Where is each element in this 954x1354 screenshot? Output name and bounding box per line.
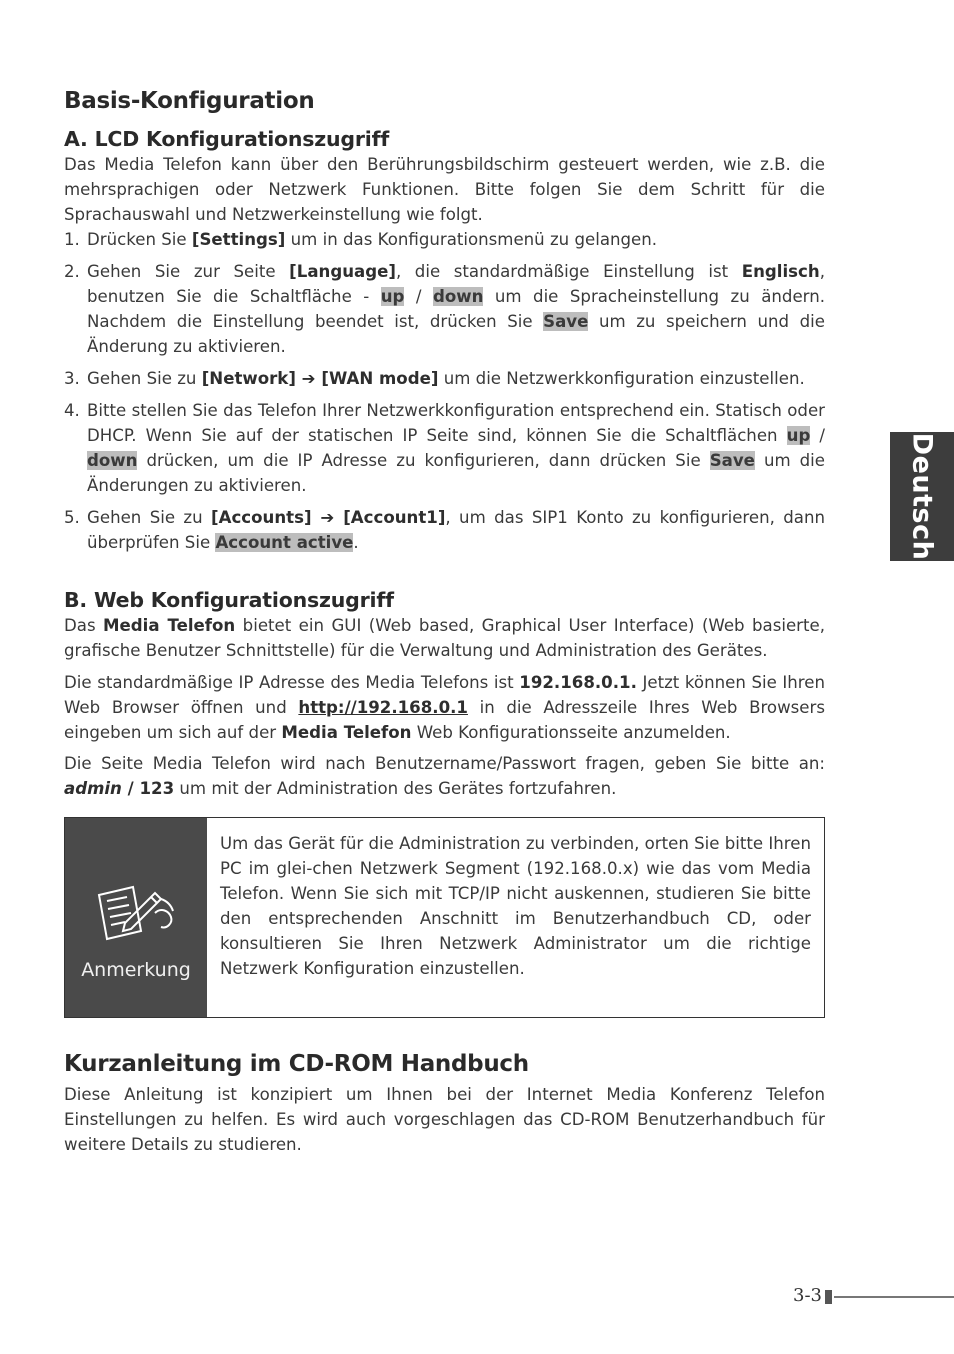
save-key-label: Save — [709, 451, 755, 470]
step-text: Gehen Sie zu [Network] ➔ [WAN mode] um die Netzwerkkonfiguration einzustellen. — [87, 369, 805, 388]
note-label: Anmerkung — [81, 958, 191, 981]
cdrom-heading: Kurzanleitung im CD-ROM Handbuch — [64, 1051, 529, 1077]
web-paragraph-1: Das Media Telefon bietet ein GUI (Web based, Graphical User Interface) (Web basierte, grafische Benutzer Schnittstelle) für die Verwaltung und Administration des Gerätes. — [64, 616, 825, 660]
web-heading: B. Web Konfigurationszugriff — [64, 588, 394, 612]
list-item — [64, 398, 825, 498]
down-key-label: down — [432, 287, 484, 306]
note-sidebar — [65, 818, 207, 1017]
step-number: 3. — [64, 369, 80, 388]
step-text: Gehen Sie zu [Accounts] ➔ [Account1], um das SIP1 Konto zu konfigurieren, dann überprüfen Sie Account active. — [87, 508, 825, 552]
up-key-label: up — [786, 426, 811, 445]
list-item — [64, 505, 825, 555]
cdrom-text: Diese Anleitung ist konzipiert um Ihnen bei der Internet Media Konferenz Telefon Einstellungen zu helfen. Es wird auch vorgeschlagen das CD-ROM Benutzerhandbuch für weitere Details zu studieren. — [64, 1085, 825, 1154]
step-number: 1. — [64, 230, 80, 249]
default-username: admin — [64, 779, 122, 798]
side-tab-label: Deutsch — [906, 432, 938, 561]
step-text: Drücken Sie [Settings] um in das Konfigurationsmenü zu gelangen. — [87, 230, 658, 249]
list-item — [64, 259, 825, 359]
down-key-label: down — [87, 451, 138, 470]
list-item — [64, 227, 825, 252]
page-number: 3-3 — [793, 1285, 822, 1306]
save-key-label: Save — [543, 312, 589, 331]
web-paragraph-2: Die standardmäßige IP Adresse des Media Telefons ist 192.168.0.1. Jetzt können Sie Ihren Web Browser öffnen und http://192.168.0.1 in die Adresszeile Ihres Web Browsers eingeben um sich auf der Media Telefon Web Konfigurationsseite anzumelden. — [64, 673, 825, 742]
account-active-label: Account active — [215, 533, 354, 552]
web-paragraph-3: Die Seite Media Telefon wird nach Benutzername/Passwort fragen, geben Sie bitte an: admin / 123 um mit der Administration des Gerätes fortzufahren. — [64, 754, 825, 798]
lcd-intro: Das Media Telefon kann über den Berührungsbildschirm gesteuert werden, wie z.B. die mehrsprachigen oder Netzwerk Funktionen. Bitte folgen Sie dem Schritt für die Sprachauswahl und Netzwerkeinstellung wie folgt. — [64, 155, 825, 224]
lcd-heading: A. LCD Konfigurationszugriff — [64, 127, 390, 151]
up-key-label: up — [380, 287, 405, 306]
footer-marker — [825, 1290, 832, 1304]
note-text: Um das Gerät für die Administration zu verbinden, orten Sie bitte Ihren PC im glei-chen Netzwerk Segment (192.168.0.x) wie das vom Media Telefon. Wenn Sie sich mit TCP/IP nicht auskennen, studieren Sie bitte den entsprechenden Anschnitt im Benutzerhandbuch CD, oder konsultieren Sie Ihren Netzwerk Administrator um die richtige Netzwerk Konfiguration einzustellen. — [220, 834, 811, 978]
step-number: 4. — [64, 401, 80, 420]
step-number: 5. — [64, 508, 80, 527]
default-ip-link[interactable]: http://192.168.0.1 — [298, 698, 468, 717]
list-item — [64, 366, 825, 391]
step-number: 2. — [64, 262, 80, 281]
step-text: Gehen Sie zur Seite [Language], die standardmäßige Einstellung ist Englisch, benutzen Sie die Schaltfläche - up / down um die Spracheinstellung zu ändern. Nachdem die Einstellung beendet ist, drücken Sie Save um zu speichern und die Änderung zu aktivieren. — [87, 262, 825, 356]
note-pen-icon — [95, 883, 177, 949]
default-password: 123 — [139, 779, 175, 798]
step-text: Bitte stellen Sie das Telefon Ihrer Netzwerkkonfiguration entsprechend ein. Statisch oder DHCP. Wenn Sie auf der statischen IP Seite sind, können Sie die Schaltflächen up / down drücken, um die IP Adresse zu konfigurieren, dann drücken Sie Save um die Änderungen zu aktivieren. — [87, 401, 825, 495]
section-title: Basis-Konfiguration — [64, 88, 315, 114]
lcd-steps — [64, 227, 825, 555]
page-content — [64, 88, 825, 1157]
footer-rule — [834, 1296, 954, 1298]
note-box — [64, 817, 825, 1018]
language-side-tab — [890, 432, 954, 561]
